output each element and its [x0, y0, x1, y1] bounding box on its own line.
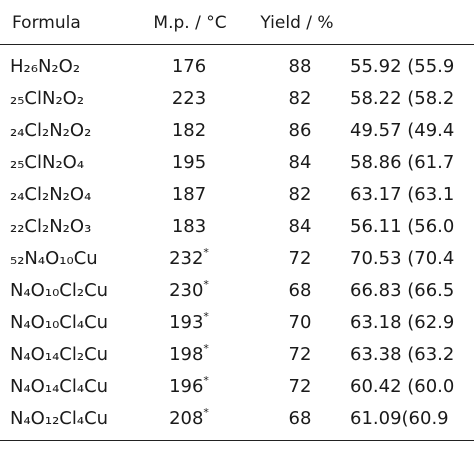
table-bottom-rule	[0, 440, 474, 441]
cell-melting-point	[148, 120, 230, 142]
cell-elemental-analysis: 49.57 (49.4	[350, 120, 455, 141]
melting-point-value: 195	[171, 152, 207, 173]
cell-melting-point	[148, 56, 230, 78]
cell-yield: 72	[288, 376, 312, 397]
cell-formula: N₄O₁₀Cl₄Cu	[10, 312, 109, 333]
melting-point-footnote-mark: *	[203, 374, 209, 387]
cell-elemental-analysis: 70.53 (70.4	[350, 248, 455, 269]
melting-point-value: 232	[169, 248, 204, 269]
melting-point-value: 208	[169, 408, 204, 429]
header-yield: Yield / %	[260, 13, 334, 33]
table-row	[0, 276, 474, 307]
cell-melting-point	[148, 216, 230, 238]
cell-formula: ₂₂Cl₂N₂O₃	[10, 216, 92, 237]
cell-melting-point	[148, 184, 230, 206]
cell-elemental-analysis: 58.22 (58.2	[350, 88, 455, 109]
header-melting-point: M.p. / °C	[153, 13, 227, 33]
cell-yield: 68	[288, 408, 312, 429]
cell-yield: 82	[288, 184, 312, 205]
cell-elemental-analysis: 56.11 (56.0	[350, 216, 455, 237]
cell-formula: N₄O₁₄Cl₂Cu	[10, 344, 109, 365]
header-formula: Formula	[12, 13, 81, 33]
cell-formula: ₅₂N₄O₁₀Cu	[10, 248, 98, 269]
cell-melting-point	[148, 280, 230, 302]
table-row	[0, 180, 474, 211]
cell-melting-point	[148, 408, 230, 430]
cell-formula: ₂₄Cl₂N₂O₄	[10, 184, 92, 205]
cell-elemental-analysis: 63.38 (63.2	[350, 344, 455, 365]
cell-yield: 68	[288, 280, 312, 301]
table-row	[0, 84, 474, 115]
melting-point-value: 176	[171, 56, 207, 77]
melting-point-footnote-mark: *	[203, 246, 209, 259]
table-row	[0, 116, 474, 147]
cell-elemental-analysis: 66.83 (66.5	[350, 280, 455, 301]
table-row	[0, 340, 474, 371]
cell-yield: 84	[288, 152, 312, 173]
cell-melting-point	[148, 152, 230, 174]
table-row	[0, 52, 474, 83]
cell-yield: 82	[288, 88, 312, 109]
table-row	[0, 404, 474, 435]
table-row	[0, 148, 474, 179]
melting-point-footnote-mark: *	[203, 310, 209, 323]
melting-point-footnote-mark: *	[203, 406, 209, 419]
cell-elemental-analysis: 63.18 (62.9	[350, 312, 455, 333]
melting-point-footnote-mark: *	[203, 278, 209, 291]
cell-yield: 70	[288, 312, 312, 333]
cell-formula: H₂₆N₂O₂	[10, 56, 81, 77]
table-header	[0, 0, 474, 45]
cell-formula: ₂₅ClN₂O₄	[10, 152, 85, 173]
cell-formula: ₂₅ClN₂O₂	[10, 88, 85, 109]
table-row	[0, 244, 474, 275]
cell-formula: ₂₄Cl₂N₂O₂	[10, 120, 92, 141]
melting-point-value: 230	[169, 280, 204, 301]
cell-yield: 86	[288, 120, 312, 141]
cell-melting-point	[148, 344, 230, 366]
melting-point-value: 187	[171, 184, 207, 205]
melting-point-value: 193	[169, 312, 204, 333]
table-row	[0, 308, 474, 339]
cell-elemental-analysis: 61.09(60.9	[350, 408, 449, 429]
melting-point-footnote-mark: *	[203, 342, 209, 355]
cell-elemental-analysis: 58.86 (61.7	[350, 152, 455, 173]
melting-point-value: 223	[171, 88, 207, 109]
cell-yield: 72	[288, 344, 312, 365]
cell-formula: N₄O₁₀Cl₂Cu	[10, 280, 109, 301]
cell-yield: 84	[288, 216, 312, 237]
cell-melting-point	[148, 248, 230, 270]
melting-point-value: 182	[171, 120, 207, 141]
cell-melting-point	[148, 312, 230, 334]
cell-formula: N₄O₁₄Cl₄Cu	[10, 376, 109, 397]
cell-yield: 88	[288, 56, 312, 77]
cell-elemental-analysis: 63.17 (63.1	[350, 184, 455, 205]
table-row	[0, 212, 474, 243]
cell-melting-point	[148, 376, 230, 398]
cell-elemental-analysis: 60.42 (60.0	[350, 376, 455, 397]
melting-point-value: 183	[171, 216, 207, 237]
cell-formula: N₄O₁₂Cl₄Cu	[10, 408, 109, 429]
melting-point-value: 196	[169, 376, 204, 397]
table-row	[0, 372, 474, 403]
melting-point-value: 198	[169, 344, 204, 365]
cell-elemental-analysis: 55.92 (55.9	[350, 56, 455, 77]
cell-yield: 72	[288, 248, 312, 269]
cell-melting-point	[148, 88, 230, 110]
